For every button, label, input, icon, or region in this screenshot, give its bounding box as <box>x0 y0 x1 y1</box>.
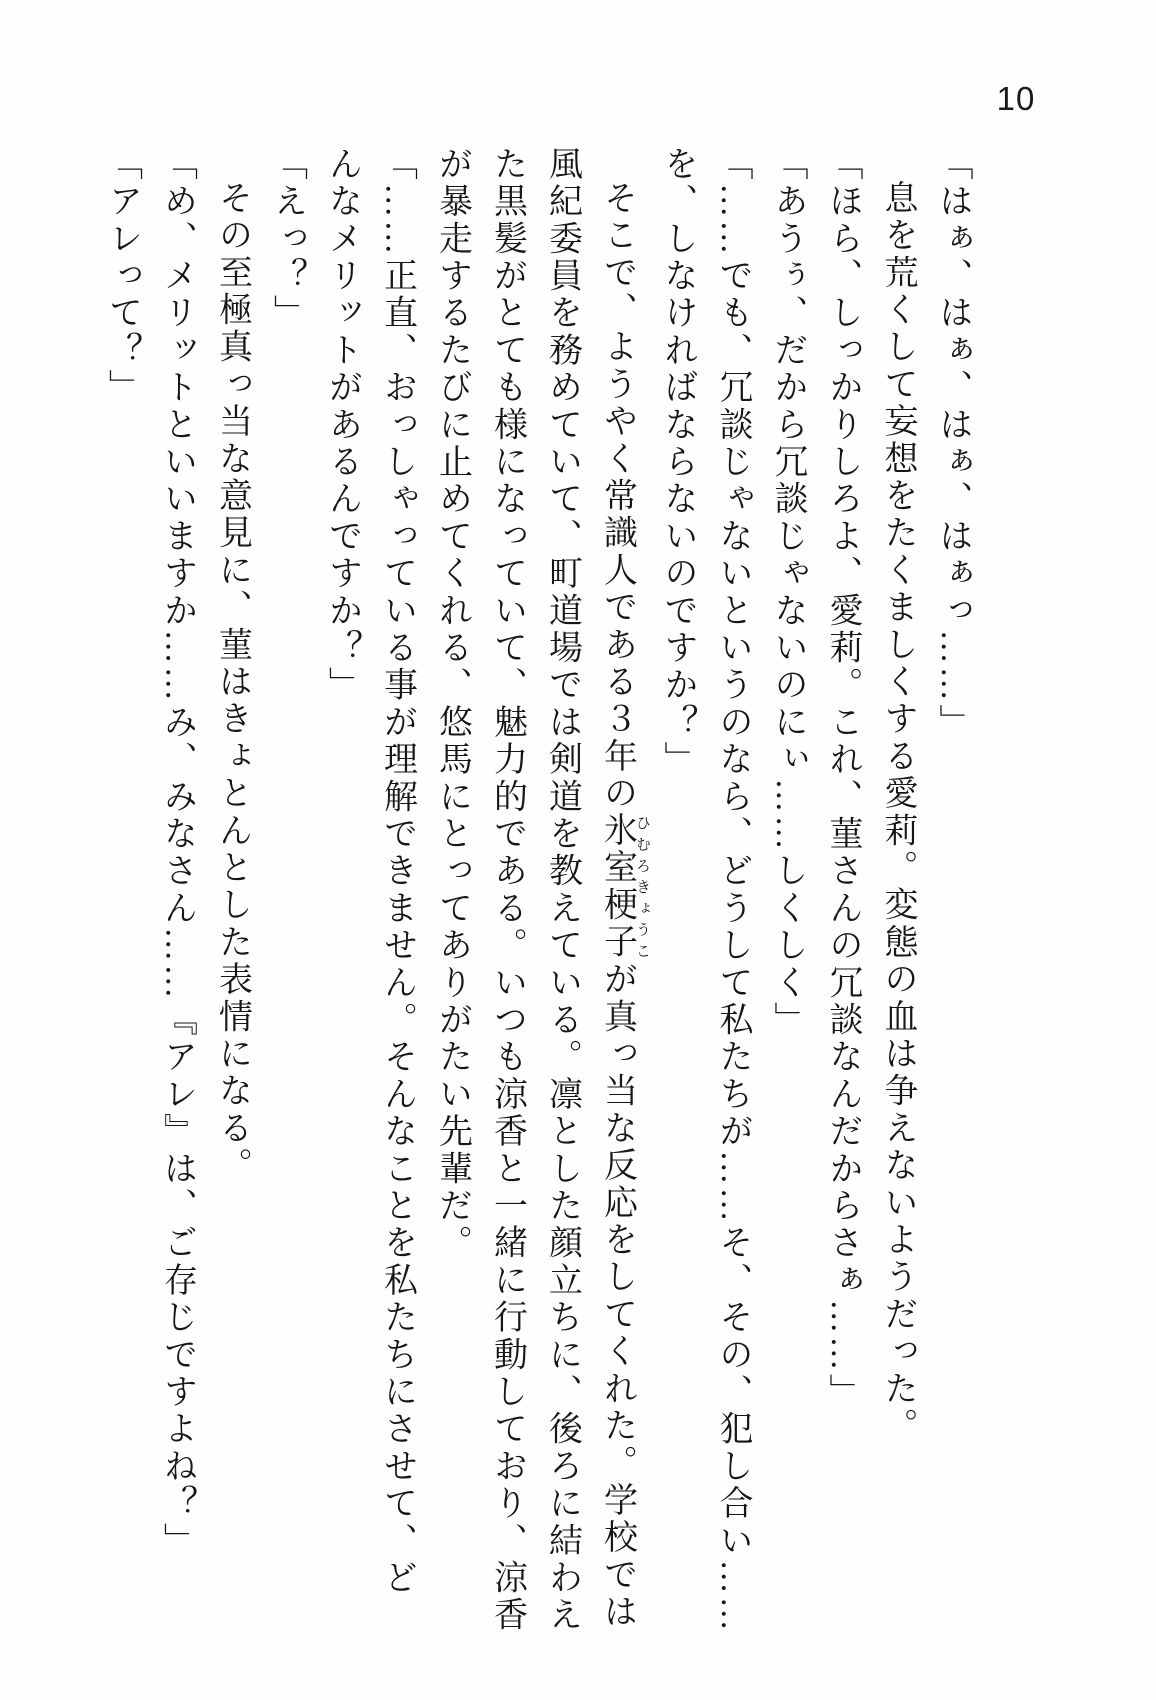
page-number: 10 <box>996 80 1036 117</box>
text-line-15: 「め、メリットといいますか……み、みなさん……『アレ』は、ご存じですよね？」 <box>158 146 196 1560</box>
page-text <box>95 146 981 1646</box>
text-line-2: 息を荒くして妄想をたくましくする愛莉。変態の血は争えないようだった。 <box>879 180 916 1445</box>
furigana-ruby <box>598 812 650 962</box>
text-line-16: 「アレって？」 <box>103 146 141 407</box>
text-segment: そこで、ようやく常識人である３年の <box>598 180 636 813</box>
text-line-7 <box>590 146 651 1646</box>
text-line-4: 「あうぅ、だから冗談じゃないのにぃ……しくしく」 <box>769 146 806 1039</box>
text-line-8: 風紀委員を務めていて、町道場では剣道を教えている。凛とした顔立ちに、後ろに結わえ <box>543 146 581 1634</box>
text-line-9: た黒髪がとても様になっていて、魅力的である。いつも涼香と一緒に行動しており、涼香 <box>488 146 526 1634</box>
text-line-10: が暴走するたびに止めてくれる、悠馬にとってありがたい先輩だ。 <box>433 146 471 1262</box>
text-line-6: を、しなければならないのですか？」 <box>659 146 696 779</box>
ruby-base: 氷室梗子 <box>598 812 636 962</box>
text-segment: が真っ当な反応をしてくれた。学校では <box>598 961 636 1631</box>
text-line-12: んなメリットがあるんですか？」 <box>323 146 361 704</box>
text-line-14: その至極真っ当な意見に、菫はきょとんとした表情になる。 <box>213 180 251 1185</box>
text-line-3: 「ほら、しっかりしろよ、愛莉。これ、菫さんの冗談なんだからさぁ……」 <box>824 146 861 1411</box>
text-line-11: 「……正直、おっしゃっている事が理解できません。そんなことを私たちにさせて、ど <box>378 146 416 1597</box>
text-line-5: 「……でも、冗談じゃないというのなら、どうして私たちが……そ、その、犯し合い…… <box>714 146 751 1634</box>
text-line-1: 「はぁ、はぁ、はぁ、はぁっ……」 <box>934 146 971 742</box>
ruby-text: ひむろきょうこ <box>634 812 650 962</box>
text-line-13: 「えっ？」 <box>268 146 306 332</box>
